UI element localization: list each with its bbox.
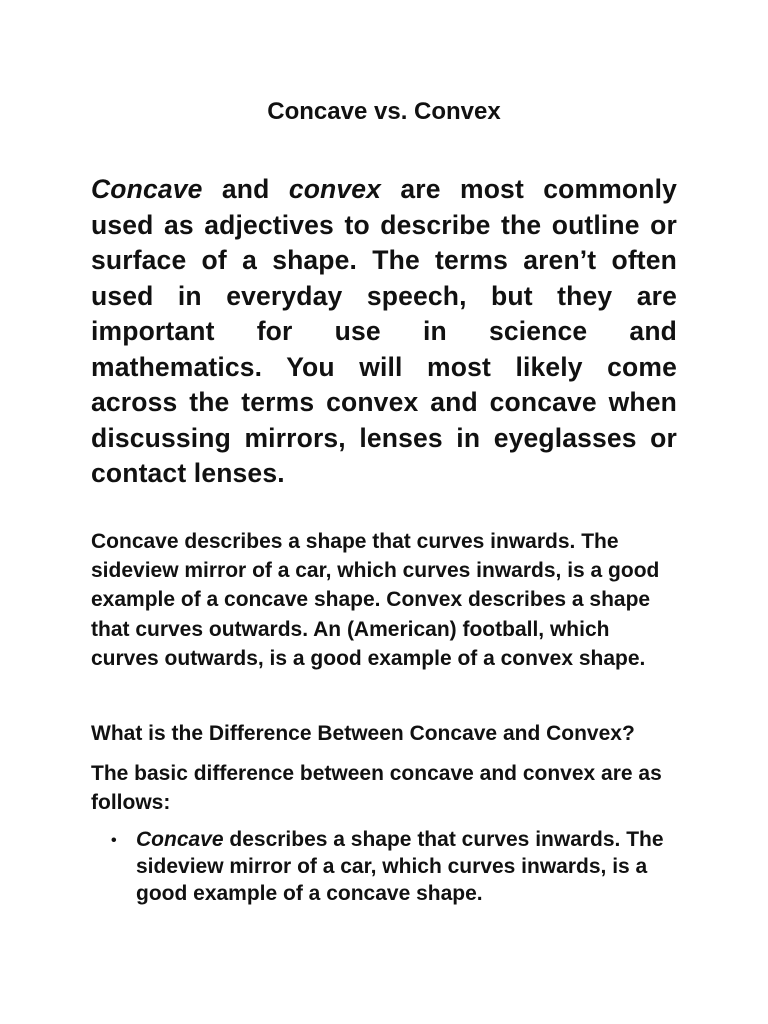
intro-term-convex: convex — [288, 174, 382, 204]
section-question-heading: What is the Difference Between Concave and Convex? — [91, 722, 635, 745]
intro-body-text: are most commonly used as adjectives to describe the outline or surface of a shape. The terms aren’t often used in everyday speech, but they are important for use in science and mathematics. You will most likely come across the terms convex and concave when discussing mirrors, lenses in eyeglasses or contact lenses. — [91, 174, 678, 488]
page-title: Concave vs. Convex — [267, 98, 501, 125]
intro-conjunction: and — [202, 174, 289, 204]
list-item-text: describes a shape that curves inwards. The sideview mirror of a car, which curves inwards, is a good example of a concave shape. — [136, 828, 664, 905]
intro-term-concave: Concave — [91, 174, 203, 204]
definition-paragraph: Concave describes a shape that curves inwards. The sideview mirror of a car, which curves inwards, is a good example of a concave shape. Convex describes a shape that curves outwards. An (American) football, which curves outwards, is a good example of a convex shape. — [91, 530, 660, 670]
difference-list — [91, 826, 677, 907]
list-item — [91, 826, 677, 907]
bullet-icon: • — [111, 832, 117, 849]
list-item-term: Concave — [136, 828, 224, 851]
intro-paragraph — [91, 172, 677, 492]
difference-intro-paragraph: The basic difference between concave and convex are as follows: — [91, 762, 662, 815]
